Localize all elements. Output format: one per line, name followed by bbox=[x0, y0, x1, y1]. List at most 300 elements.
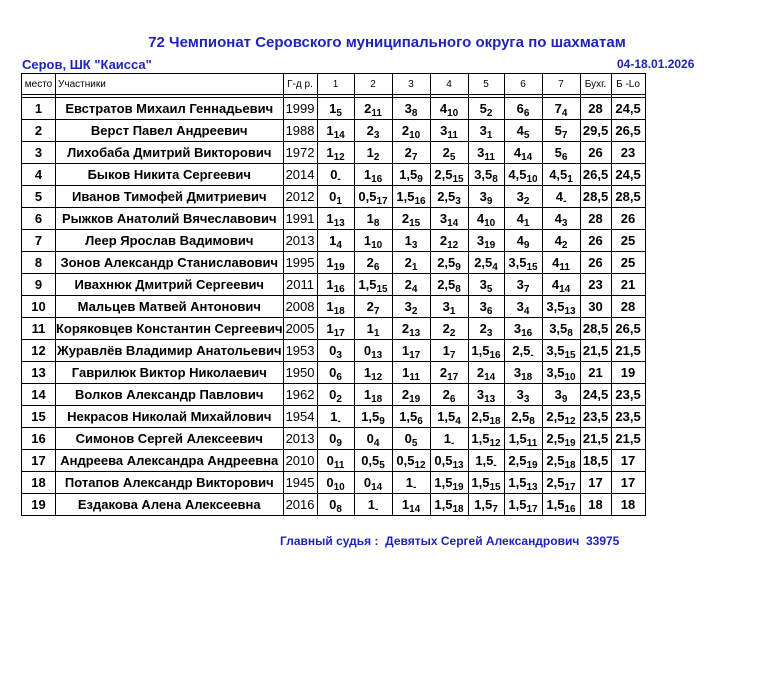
opponent-number: 4 bbox=[523, 306, 530, 317]
blo-cell: 25 bbox=[611, 230, 645, 252]
place-cell: 8 bbox=[22, 252, 56, 274]
opponent-number: 9 bbox=[523, 240, 530, 251]
birth-year-cell: 2016 bbox=[283, 494, 317, 516]
score: 2,5 bbox=[511, 409, 530, 424]
opponent-number: 10 bbox=[333, 482, 345, 493]
round-5-result bbox=[468, 428, 504, 450]
score: 4 bbox=[516, 211, 524, 226]
round-5-result bbox=[468, 142, 504, 164]
score: 3,5 bbox=[508, 255, 527, 270]
round-7-result bbox=[542, 472, 580, 494]
round-2-result bbox=[354, 142, 392, 164]
birth-year-cell: 1950 bbox=[283, 362, 317, 384]
table-row bbox=[22, 384, 646, 406]
score: 1 bbox=[402, 365, 410, 380]
score: 2 bbox=[364, 101, 372, 116]
opponent-number: 9 bbox=[379, 416, 385, 427]
table-row bbox=[22, 362, 646, 384]
buchholz-cell: 24,5 bbox=[580, 384, 611, 406]
opponent-number: 18 bbox=[564, 460, 576, 471]
table-row bbox=[22, 164, 646, 186]
round-1-result bbox=[317, 230, 354, 252]
round-3-result bbox=[392, 252, 430, 274]
score: 1 bbox=[326, 211, 334, 226]
judge-id: 33975 bbox=[585, 534, 620, 548]
score: 4 bbox=[516, 123, 524, 138]
buchholz-cell: 26,5 bbox=[580, 164, 611, 186]
score: 5 bbox=[554, 123, 562, 138]
score: 1 bbox=[329, 101, 337, 116]
opponent-number: 17 bbox=[409, 350, 421, 361]
score: 2 bbox=[401, 211, 410, 226]
opponent-number: 2 bbox=[411, 306, 418, 317]
round-6-result bbox=[504, 208, 542, 230]
opponent-number: 5 bbox=[523, 130, 530, 141]
location-label: Серов, ШК "Каисса" bbox=[22, 57, 152, 72]
score: 5 bbox=[479, 101, 487, 116]
round-1-result bbox=[317, 472, 354, 494]
opponent-number: 7 bbox=[373, 306, 380, 317]
score: 1 bbox=[326, 145, 334, 160]
header-round-2: 2 bbox=[354, 74, 392, 95]
score: 3 bbox=[404, 299, 412, 314]
participant-name: Гаврилюк Виктор Николаевич bbox=[56, 362, 284, 384]
round-1-result bbox=[317, 450, 354, 472]
opponent-number: - bbox=[374, 504, 379, 515]
opponent-number: 7 bbox=[492, 504, 498, 515]
score: 1 bbox=[404, 233, 412, 248]
score: 1 bbox=[443, 431, 451, 446]
opponent-number: 8 bbox=[455, 284, 461, 295]
participant-name: Волков Александр Павлович bbox=[56, 384, 284, 406]
score: 2,5 bbox=[546, 409, 565, 424]
score: 1,5 bbox=[546, 497, 565, 512]
table-row bbox=[22, 208, 646, 230]
opponent-number: 3 bbox=[411, 240, 418, 251]
score: 2,5 bbox=[474, 255, 493, 270]
round-1-result bbox=[317, 186, 354, 208]
score: 1,5 bbox=[471, 343, 490, 358]
place-cell: 7 bbox=[22, 230, 56, 252]
opponent-number: 13 bbox=[371, 350, 383, 361]
round-6-result bbox=[504, 252, 542, 274]
round-2-result bbox=[354, 230, 392, 252]
round-4-result bbox=[430, 428, 468, 450]
opponent-number: 3 bbox=[561, 218, 568, 229]
participant-name: Коряковцев Константин Сергеевич bbox=[56, 318, 284, 340]
round-4-result bbox=[430, 120, 468, 142]
table-row bbox=[22, 274, 646, 296]
opponent-number: - bbox=[337, 174, 341, 185]
opponent-number: - bbox=[493, 460, 497, 471]
round-6-result bbox=[504, 472, 542, 494]
opponent-number: 16 bbox=[371, 174, 383, 185]
table-row bbox=[22, 406, 646, 428]
round-6-result bbox=[504, 428, 542, 450]
score: 2,5 bbox=[508, 453, 527, 468]
score: 3 bbox=[476, 233, 485, 248]
score: 1 bbox=[326, 255, 334, 270]
table-row bbox=[22, 186, 646, 208]
round-3-result bbox=[392, 318, 430, 340]
buchholz-cell: 28 bbox=[580, 98, 611, 120]
round-3-result bbox=[392, 362, 430, 384]
opponent-number: 1 bbox=[373, 328, 380, 339]
round-6-result bbox=[504, 406, 542, 428]
birth-year-cell: 1954 bbox=[283, 406, 317, 428]
round-7-result bbox=[542, 494, 580, 516]
score: 2 bbox=[442, 145, 450, 160]
round-6-result bbox=[504, 318, 542, 340]
score: 0 bbox=[330, 167, 338, 182]
opponent-number: 6 bbox=[486, 306, 493, 317]
round-4-result bbox=[430, 494, 468, 516]
round-5-result bbox=[468, 98, 504, 120]
participant-name: Андреева Александра Андреевна bbox=[56, 450, 284, 472]
round-5-result bbox=[468, 208, 504, 230]
place-cell: 11 bbox=[22, 318, 56, 340]
dates-label: 04-18.01.2026 bbox=[617, 57, 695, 71]
round-7-result bbox=[542, 362, 580, 384]
opponent-number: 18 bbox=[371, 394, 383, 405]
place-cell: 12 bbox=[22, 340, 56, 362]
score: 2,5 bbox=[437, 277, 456, 292]
round-4-result bbox=[430, 472, 468, 494]
birth-year-cell: 2011 bbox=[283, 274, 317, 296]
round-7-result bbox=[542, 142, 580, 164]
blo-cell: 23,5 bbox=[611, 384, 645, 406]
opponent-number: 9 bbox=[455, 262, 461, 273]
buchholz-cell: 18 bbox=[580, 494, 611, 516]
opponent-number: 4 bbox=[455, 416, 461, 427]
round-7-result bbox=[542, 274, 580, 296]
place-cell: 5 bbox=[22, 186, 56, 208]
opponent-number: 16 bbox=[414, 196, 426, 207]
buchholz-cell: 30 bbox=[580, 296, 611, 318]
round-3-result bbox=[392, 450, 430, 472]
score: 1,5 bbox=[358, 277, 377, 292]
opponent-number: 2 bbox=[449, 328, 456, 339]
round-4-result bbox=[430, 208, 468, 230]
round-2-result bbox=[354, 494, 392, 516]
opponent-number: 15 bbox=[409, 218, 421, 229]
participant-name: Зонов Александр Станиславович bbox=[56, 252, 284, 274]
score: 3 bbox=[479, 299, 487, 314]
round-3-result bbox=[392, 186, 430, 208]
score: 4 bbox=[554, 211, 562, 226]
score: 3 bbox=[442, 299, 450, 314]
round-6-result bbox=[504, 120, 542, 142]
round-4-result bbox=[430, 384, 468, 406]
opponent-number: 6 bbox=[561, 152, 568, 163]
round-3-result bbox=[392, 428, 430, 450]
opponent-number: 1 bbox=[411, 262, 418, 273]
score: 0 bbox=[326, 453, 334, 468]
score: 1,5 bbox=[508, 475, 527, 490]
score: 1 bbox=[326, 123, 334, 138]
score: 2,5 bbox=[437, 255, 456, 270]
table-row bbox=[22, 296, 646, 318]
score: 2,5 bbox=[546, 475, 565, 490]
round-7-result bbox=[542, 186, 580, 208]
score: 2,5 bbox=[512, 343, 531, 358]
opponent-number: 2 bbox=[561, 240, 568, 251]
opponent-number: 6 bbox=[373, 262, 380, 273]
score: 1,5 bbox=[361, 409, 380, 424]
buchholz-cell: 26 bbox=[580, 142, 611, 164]
round-1-result bbox=[317, 274, 354, 296]
opponent-number: 14 bbox=[409, 504, 421, 515]
round-4-result bbox=[430, 164, 468, 186]
table-row bbox=[22, 340, 646, 362]
score: 1 bbox=[367, 497, 375, 512]
opponent-number: 16 bbox=[564, 504, 576, 515]
opponent-number: 11 bbox=[371, 108, 382, 119]
opponent-number: 19 bbox=[484, 240, 496, 251]
opponent-number: 18 bbox=[521, 372, 533, 383]
score: 5 bbox=[554, 145, 562, 160]
round-7-result bbox=[542, 296, 580, 318]
place-cell: 17 bbox=[22, 450, 56, 472]
opponent-number: 9 bbox=[486, 196, 493, 207]
round-3-result bbox=[392, 164, 430, 186]
round-7-result bbox=[542, 252, 580, 274]
opponent-number: 8 bbox=[529, 416, 535, 427]
score: 2,5 bbox=[437, 189, 456, 204]
opponent-number: 19 bbox=[452, 482, 464, 493]
birth-year-cell: 2014 bbox=[283, 164, 317, 186]
round-2-result bbox=[354, 98, 392, 120]
score: 4 bbox=[554, 233, 562, 248]
round-1-result bbox=[317, 362, 354, 384]
round-2-result bbox=[354, 296, 392, 318]
round-4-result bbox=[430, 230, 468, 252]
round-5-result bbox=[468, 340, 504, 362]
round-6-result bbox=[504, 142, 542, 164]
score: 2,5 bbox=[546, 431, 565, 446]
birth-year-cell: 2013 bbox=[283, 428, 317, 450]
score: 1 bbox=[363, 387, 372, 402]
birth-year-cell: 1995 bbox=[283, 252, 317, 274]
place-cell: 15 bbox=[22, 406, 56, 428]
score: 3 bbox=[516, 189, 524, 204]
score: 1 bbox=[366, 211, 374, 226]
score: 2 bbox=[401, 321, 410, 336]
score: 3,5 bbox=[549, 321, 568, 336]
round-5-result bbox=[468, 494, 504, 516]
participant-name: Лихобаба Дмитрий Викторович bbox=[56, 142, 284, 164]
round-6-result bbox=[504, 362, 542, 384]
round-5-result bbox=[468, 120, 504, 142]
score: 3 bbox=[513, 321, 522, 336]
score: 3 bbox=[479, 123, 487, 138]
opponent-number: 1 bbox=[486, 130, 493, 141]
opponent-number: 3 bbox=[486, 328, 493, 339]
opponent-number: 10 bbox=[484, 218, 496, 229]
opponent-number: 12 bbox=[333, 152, 345, 163]
place-cell: 1 bbox=[22, 98, 56, 120]
opponent-number: 13 bbox=[526, 482, 538, 493]
opponent-number: 14 bbox=[371, 482, 383, 493]
score: 2 bbox=[442, 387, 450, 402]
opponent-number: 13 bbox=[452, 460, 464, 471]
page-title: 72 Чемпионат Серовского муниципального округа по шахматам bbox=[148, 34, 626, 51]
score: 1 bbox=[442, 343, 450, 358]
round-7-result bbox=[542, 98, 580, 120]
opponent-number: 8 bbox=[411, 108, 418, 119]
opponent-number: 1 bbox=[449, 306, 456, 317]
buchholz-cell: 28,5 bbox=[580, 186, 611, 208]
participant-name: Некрасов Николай Михайлович bbox=[56, 406, 284, 428]
score: 1,5 bbox=[399, 167, 418, 182]
score: 0 bbox=[329, 431, 337, 446]
opponent-number: 13 bbox=[484, 394, 496, 405]
round-7-result bbox=[542, 406, 580, 428]
score: 1,5 bbox=[434, 475, 453, 490]
round-2-result bbox=[354, 274, 392, 296]
round-3-result bbox=[392, 384, 430, 406]
round-5-result bbox=[468, 450, 504, 472]
round-7-result bbox=[542, 450, 580, 472]
round-4-result bbox=[430, 362, 468, 384]
opponent-number: 12 bbox=[447, 240, 459, 251]
buchholz-cell: 21 bbox=[580, 362, 611, 384]
table-row bbox=[22, 472, 646, 494]
place-cell: 4 bbox=[22, 164, 56, 186]
buchholz-cell: 29,5 bbox=[580, 120, 611, 142]
score: 0,5 bbox=[434, 453, 453, 468]
opponent-number: 1 bbox=[523, 218, 530, 229]
birth-year-cell: 1962 bbox=[283, 384, 317, 406]
opponent-number: 2 bbox=[486, 108, 493, 119]
round-1-result bbox=[317, 318, 354, 340]
score: 0,5 bbox=[358, 189, 377, 204]
table-row bbox=[22, 318, 646, 340]
round-3-result bbox=[392, 296, 430, 318]
score: 7 bbox=[554, 101, 562, 116]
participant-name: Журавлёв Владимир Анатольевич bbox=[56, 340, 284, 362]
score: 3,5 bbox=[546, 343, 565, 358]
score: 0 bbox=[363, 475, 372, 490]
judge-label: Главный судья : bbox=[280, 534, 379, 548]
score: 0 bbox=[366, 431, 374, 446]
blo-cell: 24,5 bbox=[611, 164, 645, 186]
opponent-number: 13 bbox=[409, 328, 421, 339]
place-cell: 9 bbox=[22, 274, 56, 296]
round-2-result bbox=[354, 362, 392, 384]
round-6-result bbox=[504, 230, 542, 252]
score: 3 bbox=[513, 365, 522, 380]
score: 2,5 bbox=[471, 409, 490, 424]
opponent-number: 17 bbox=[376, 196, 388, 207]
score: 0 bbox=[363, 343, 372, 358]
participant-name: Иванов Тимофей Дмитриевич bbox=[56, 186, 284, 208]
header-birth-year: Г-д р. bbox=[283, 74, 317, 95]
round-3-result bbox=[392, 208, 430, 230]
round-4-result bbox=[430, 318, 468, 340]
score: 0 bbox=[326, 475, 334, 490]
round-6-result bbox=[504, 274, 542, 296]
place-cell: 14 bbox=[22, 384, 56, 406]
table-row bbox=[22, 428, 646, 450]
round-4-result bbox=[430, 186, 468, 208]
participant-name: Верст Павел Андреевич bbox=[56, 120, 284, 142]
buchholz-cell: 21,5 bbox=[580, 340, 611, 362]
round-4-result bbox=[430, 340, 468, 362]
place-cell: 19 bbox=[22, 494, 56, 516]
round-5-result bbox=[468, 252, 504, 274]
header-round-6: 6 bbox=[504, 74, 542, 95]
opponent-number: 12 bbox=[414, 460, 426, 471]
birth-year-cell: 2010 bbox=[283, 450, 317, 472]
score: 1 bbox=[326, 321, 334, 336]
opponent-number: 7 bbox=[411, 152, 418, 163]
opponent-number: 10 bbox=[371, 240, 383, 251]
standings-body bbox=[22, 95, 646, 516]
round-1-result bbox=[317, 296, 354, 318]
opponent-number: - bbox=[337, 416, 341, 427]
score: 2 bbox=[439, 233, 448, 248]
place-cell: 10 bbox=[22, 296, 56, 318]
round-5-result bbox=[468, 296, 504, 318]
opponent-number: 4 bbox=[411, 284, 418, 295]
blo-cell: 17 bbox=[611, 472, 645, 494]
header-row bbox=[22, 74, 646, 95]
participant-name: Ездакова Алена Алексеевна bbox=[56, 494, 284, 516]
round-1-result bbox=[317, 142, 354, 164]
buchholz-cell: 23,5 bbox=[580, 406, 611, 428]
round-4-result bbox=[430, 142, 468, 164]
score: 0 bbox=[329, 365, 337, 380]
participant-name: Рыжков Анатолий Вячеславович bbox=[56, 208, 284, 230]
opponent-number: 15 bbox=[526, 262, 538, 273]
round-4-result bbox=[430, 406, 468, 428]
opponent-number: 10 bbox=[409, 130, 421, 141]
opponent-number: 18 bbox=[452, 504, 464, 515]
score: 4 bbox=[513, 145, 522, 160]
round-7-result bbox=[542, 428, 580, 450]
opponent-number: 3 bbox=[373, 130, 380, 141]
score: 0 bbox=[329, 189, 337, 204]
header-place: место bbox=[22, 74, 56, 95]
round-5-result bbox=[468, 472, 504, 494]
score: 2 bbox=[401, 123, 410, 138]
opponent-number: 10 bbox=[447, 108, 459, 119]
score: 4,5 bbox=[508, 167, 527, 182]
round-6-result bbox=[504, 164, 542, 186]
round-1-result bbox=[317, 494, 354, 516]
score: 1 bbox=[401, 497, 410, 512]
round-1-result bbox=[317, 164, 354, 186]
score: 3 bbox=[440, 123, 448, 138]
score: 1 bbox=[326, 299, 334, 314]
birth-year-cell: 2005 bbox=[283, 318, 317, 340]
blo-cell: 23,5 bbox=[611, 406, 645, 428]
buchholz-cell: 26 bbox=[580, 230, 611, 252]
blo-cell: 23 bbox=[611, 142, 645, 164]
opponent-number: 5 bbox=[411, 438, 418, 449]
opponent-number: 6 bbox=[523, 108, 530, 119]
buchholz-cell: 26 bbox=[580, 252, 611, 274]
round-2-result bbox=[354, 428, 392, 450]
opponent-number: 4 bbox=[492, 262, 498, 273]
participant-name: Евстратов Михаил Геннадьевич bbox=[56, 98, 284, 120]
buchholz-cell: 17 bbox=[580, 472, 611, 494]
round-1-result bbox=[317, 428, 354, 450]
score: 3 bbox=[516, 299, 524, 314]
judge-name: Девятых Сергей Александрович bbox=[385, 534, 580, 548]
opponent-number: 4 bbox=[561, 108, 568, 119]
